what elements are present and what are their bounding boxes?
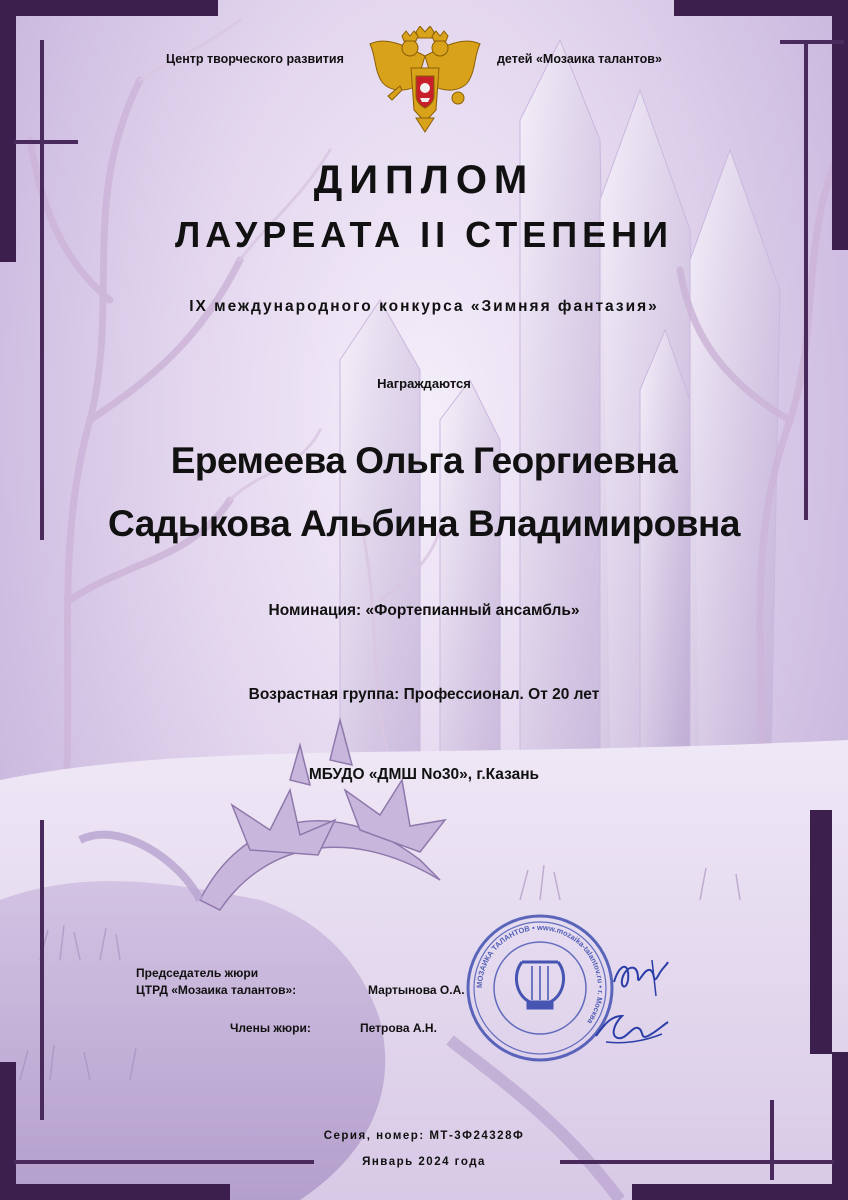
- frame-right-cross: [780, 40, 844, 44]
- recipient-name: Садыкова Альбина Владимировна: [108, 503, 740, 544]
- age-group: Возрастная группа: Профессионал. От 20 лет: [248, 686, 600, 703]
- issue-date: Январь 2024 года: [362, 1156, 486, 1168]
- jury-members-label: Члены жюри:: [230, 1021, 311, 1035]
- award-text: Награждаются: [377, 376, 471, 391]
- jury-members-name: Петрова А.Н.: [360, 1021, 437, 1035]
- lyre-icon: [516, 962, 563, 1008]
- diploma-title: ДИПЛОМ: [313, 158, 535, 202]
- frame-bottom-right-bar: [832, 1052, 848, 1200]
- frame-right-bar: [832, 0, 848, 250]
- contest-name: IX международного конкурса «Зимняя фантазия»: [189, 298, 659, 315]
- institution: МБУДО «ДМШ No30», г.Казань: [308, 766, 540, 783]
- frame-right-mid-bar: [810, 810, 832, 1054]
- jury-chair-name: Мартынова О.А.: [368, 983, 465, 997]
- frame-top-right-bar: [674, 0, 848, 16]
- frame-left-cross: [14, 140, 78, 144]
- jury-chair-title-line1: Председатель жюри: [136, 966, 259, 980]
- frame-top-left-bar: [0, 0, 218, 16]
- frame-bottom-right-base: [632, 1184, 848, 1200]
- recipient-name: Еремеева Ольга Георгиевна: [170, 440, 678, 481]
- nomination: Номинация: «Фортепианный ансамбль»: [268, 602, 580, 619]
- coat-of-arms-emblem: [366, 26, 484, 134]
- serial-number: Серия, номер: МТ-3Ф24328Ф: [323, 1130, 525, 1142]
- organization-name-part2: детей «Мозаика талантов»: [497, 52, 662, 66]
- diploma-subtitle: ЛАУРЕАТА II СТЕПЕНИ: [174, 214, 674, 255]
- jury-chair-title-line2: ЦТРД «Мозаика талантов»:: [136, 983, 297, 997]
- stamp-text: МОЗАИКА ТАЛАНТОВ • www.mozaika-talantov.ru • г. Москва: [474, 922, 606, 1026]
- member-signature: [592, 1004, 672, 1050]
- frame-left-lower-line: [40, 820, 44, 1120]
- organization-name-part1: Центр творческого развития: [166, 52, 344, 66]
- chair-signature: [608, 952, 672, 1002]
- frame-bottom-bar: [0, 1184, 230, 1200]
